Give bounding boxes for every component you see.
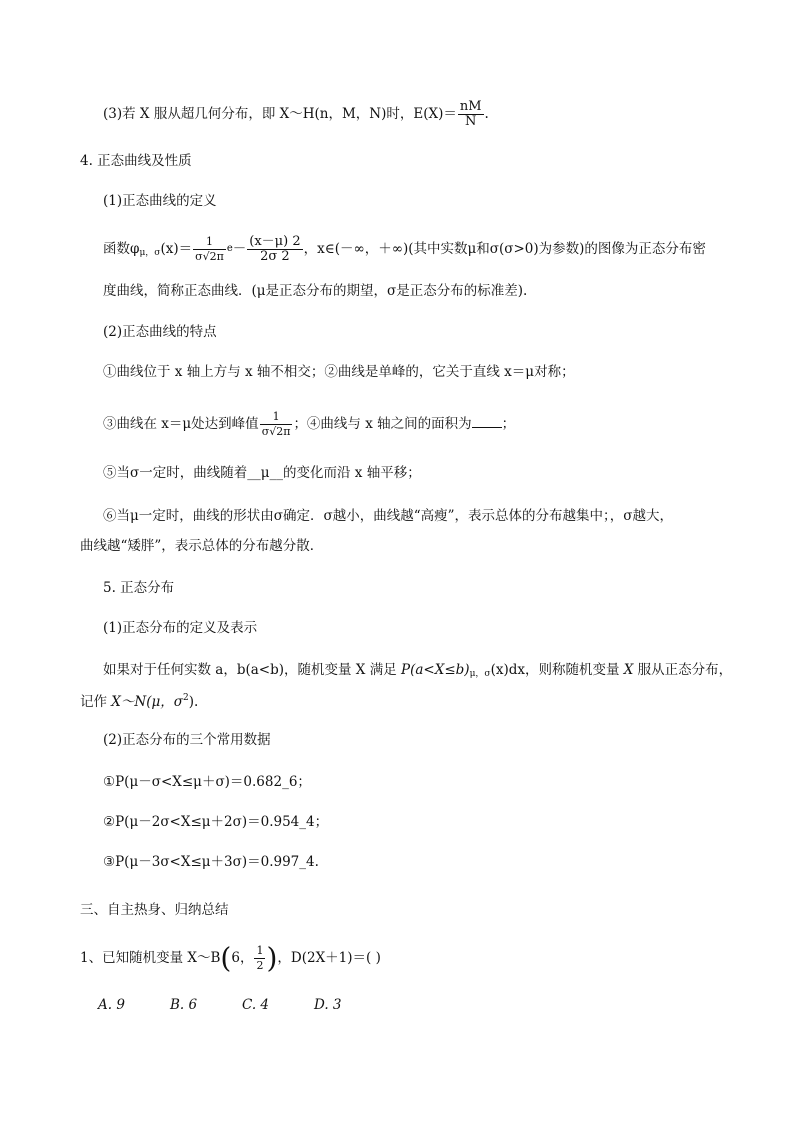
binomial-n: 6， [231,950,254,966]
exponent-fraction [247,235,302,264]
notation-line [80,688,198,712]
minus-sign: － [232,241,247,257]
fraction-denominator: σ√2π [195,250,224,263]
function-arg: (x)＝ [160,241,193,257]
probability-expression: P(a<X≤b) [401,662,470,678]
coefficient-fraction [193,235,226,264]
subsection-5-1-heading: (1)正态分布的定义及表示 [103,620,258,636]
fraction-numerator: 1 [256,944,264,957]
fraction-numerator: 1 [260,410,293,425]
notation-end: ). [188,694,199,710]
option-a[interactable]: A. 9 [98,997,125,1013]
question-text: 1、已知随机变量 X～B [80,950,221,966]
section-5-heading: 5. 正态分布 [103,580,175,596]
subsection-4-1-heading: (1)正态曲线的定义 [103,193,217,209]
function-subscript: μ，σ [139,248,161,258]
filled-blank: __μ__ [247,465,283,481]
right-paren: ) [266,941,278,975]
fraction-denominator: N [465,114,477,129]
feature-5-text: ⑤当σ一定时，曲线随着 [103,465,248,481]
notation-label: 记作 [80,694,112,710]
question-1 [80,941,381,975]
fraction-numerator: (x－μ) 2 [249,234,301,249]
fraction-denominator: σ√2π [261,425,291,438]
section-3-heading: 三、自主热身、归纳总结 [80,902,229,918]
function-name: 函数φ [103,241,140,257]
feature-3-4 [103,410,515,439]
data-item-2: ②P(μ－2σ<X≤μ＋2σ)＝0.954_4； [103,814,329,830]
definition-text: ，x∈(－∞，＋∞)(其中实数μ和σ(σ>0)为参数)的图像为正态分布密 [303,241,706,257]
fraction-numerator: nM [459,99,482,114]
feature-4-text: ；④曲线与 x 轴之间的面积为 [293,416,472,432]
fraction-denominator: 2σ 2 [260,249,290,264]
fraction-numerator: 1 [193,235,226,250]
subsection-4-2-heading: (2)正态曲线的特点 [103,324,217,340]
feature-1-2: ①曲线位于 x 轴上方与 x 轴不相交；②曲线是单峰的，它关于直线 x＝μ对称； [103,364,575,380]
answer-blank [472,413,502,428]
hypergeometric-line [103,100,489,129]
left-paren: ( [220,941,232,975]
definition-text-end: 服从正态分布， [633,662,733,678]
feature-3-text: ③曲线在 x＝μ处达到峰值 [103,416,259,432]
semicolon: ； [501,416,516,432]
random-variable: X [623,662,634,678]
answer-options [98,995,386,1015]
data-item-3: ③P(μ－3σ<X≤μ＋3σ)＝0.997_4. [103,854,319,870]
data-item-1: ①P(μ－σ<X≤μ＋σ)＝0.682_6； [103,774,311,790]
definition-text: 如果对于任何实数 a，b(a<b)，随机变量 X 满足 [103,662,402,678]
definition-continuation: 度曲线，简称正态曲线．(μ是正态分布的期望，σ是正态分布的标准差). [103,283,528,299]
fraction-denominator: 2 [256,959,264,972]
subsection-5-2-heading: (2)正态分布的三个常用数据 [103,732,271,748]
density-subscript: μ，σ [469,669,491,679]
exponent-base: e [226,243,233,254]
feature-5-text-end: 的变化而沿 x 轴平移； [283,465,421,481]
feature-6-line1: ⑥当μ一定时，曲线的形状由σ确定．σ越小，曲线越“高瘦”，表示总体的分布越集中；，σ越大， [103,508,673,524]
period: . [484,106,489,122]
peak-fraction [260,410,293,439]
section-4-heading: 4. 正态曲线及性质 [80,153,192,169]
normal-curve-definition [103,235,706,264]
option-b[interactable]: B. 6 [170,997,198,1013]
superscript: 2 [182,693,189,703]
feature-5 [103,463,421,483]
feature-6-line2: 曲线越“矮胖”，表示总体的分布越分散． [80,538,324,554]
option-d[interactable]: D. 3 [314,997,342,1013]
definition-text-mid: (x)dx，则称随机变量 [490,662,624,678]
option-c[interactable]: C. 4 [242,997,270,1013]
normal-distribution-definition [103,660,732,684]
notation-math: X～N(μ，σ [111,694,183,710]
expectation-fraction [458,100,484,129]
hypergeometric-text: (3)若 X 服从超几何分布，即 X～H(n，M，N)时，E(X)＝ [103,106,457,122]
question-text-end: ，D(2X＋1)＝( ) [277,950,381,966]
binomial-p-fraction [254,944,265,973]
